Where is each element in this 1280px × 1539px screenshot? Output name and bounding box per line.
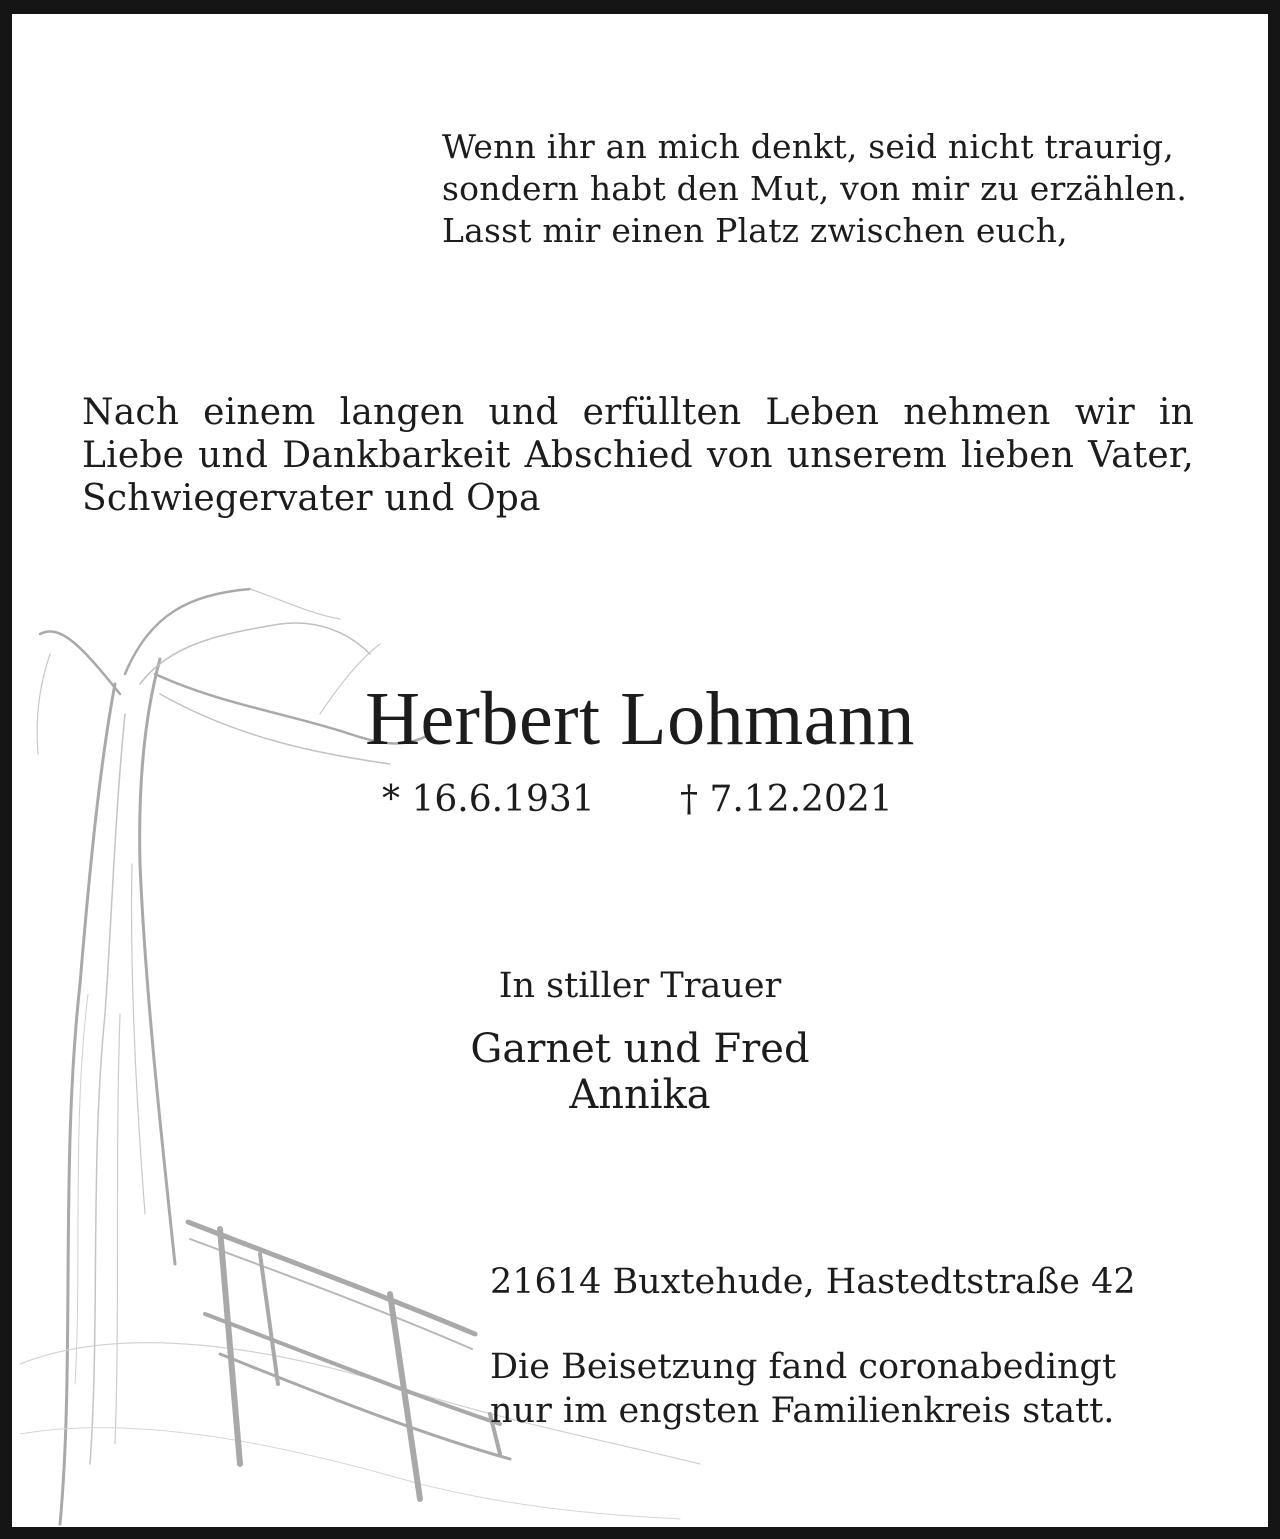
address: 21614 Buxtehude, Hastedtstraße 42	[490, 1262, 1136, 1302]
bench-backrest	[188, 1222, 475, 1334]
intro-text: Nach einem langen und erfüllten Leben nehmen wir in Liebe und Dankbarkeit Abschied von unserem lieben Vater, Schwiegervater und Opa	[82, 392, 1194, 519]
bench-leg	[220, 1229, 240, 1464]
death-date: † 7.12.2021	[680, 779, 893, 820]
burial-note: Die Beisetzung fand coronabedingt nur im engsten Familienkreis statt.	[490, 1347, 1117, 1431]
birth-date: * 16.6.1931	[382, 779, 595, 820]
bench-leg	[260, 1254, 278, 1384]
memorial-poem: Wenn ihr an mich denkt, seid nicht traurig, sondern habt den Mut, von mir zu erzählen. Lasst mir einen Platz zwischen euch,	[442, 127, 1188, 250]
mourner-name: Annika	[569, 1072, 711, 1118]
mourners-list	[12, 1026, 1268, 1118]
mourner-name: Garnet und Fred	[470, 1026, 810, 1072]
tree-branch	[125, 589, 250, 674]
mourning-label: In stiller Trauer	[498, 966, 782, 1006]
deceased-name: Herbert Lohmann	[365, 677, 915, 761]
